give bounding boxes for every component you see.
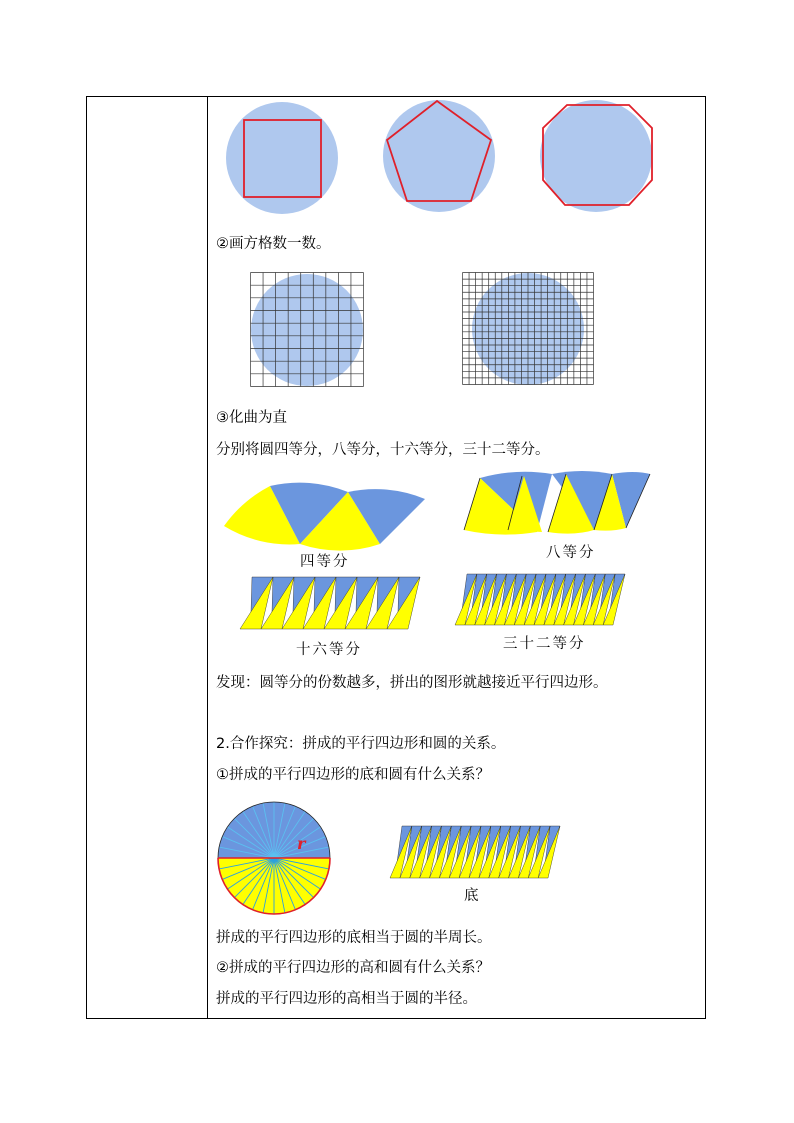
method3-desc: 分别将圆四等分，八等分，十六等分，三十二等分。 [216,442,550,458]
question-1: ①拼成的平行四边形的底和圆有什么关系？ [216,767,490,783]
sixteen-parts-figure [240,575,422,633]
divided-circle-figure [216,800,336,918]
thirtytwo-parts-figure [455,572,627,629]
label-thirtytwo-parts: 三十二等分 [503,636,586,652]
answer-1: 拼成的平行四边形的底相当于圆的半周长。 [216,930,492,946]
radius-label: r [297,834,306,853]
label-eight-parts: 八等分 [546,545,596,561]
column-divider [207,96,208,1019]
grid-fine [462,272,594,386]
label-sixteen-parts: 十六等分 [296,642,362,658]
four-parts-figure [222,474,427,546]
method3-title: ③化曲为直 [216,410,287,426]
method2-title: ②画方格数一数。 [216,236,331,252]
circle-with-square [222,98,342,218]
circle-with-octagon [540,98,660,218]
circle-with-pentagon [381,98,501,218]
label-four-parts: 四等分 [300,554,350,570]
answer-2: 拼成的平行四边形的高相当于圆的半径。 [216,991,477,1007]
parallelogram-strip [390,824,562,882]
question-2: ②拼成的平行四边形的高和圆有什么关系？ [216,960,490,976]
finding-text: 发现：圆等分的份数越多，拼出的图形就越接近平行四边形。 [216,675,608,691]
section2-title: 2.合作探究：拼成的平行四边形和圆的关系。 [216,736,506,752]
base-label: 底 [464,888,479,904]
eight-parts-figure [462,470,652,540]
grid-lines [463,273,594,385]
grid-coarse [250,272,365,388]
